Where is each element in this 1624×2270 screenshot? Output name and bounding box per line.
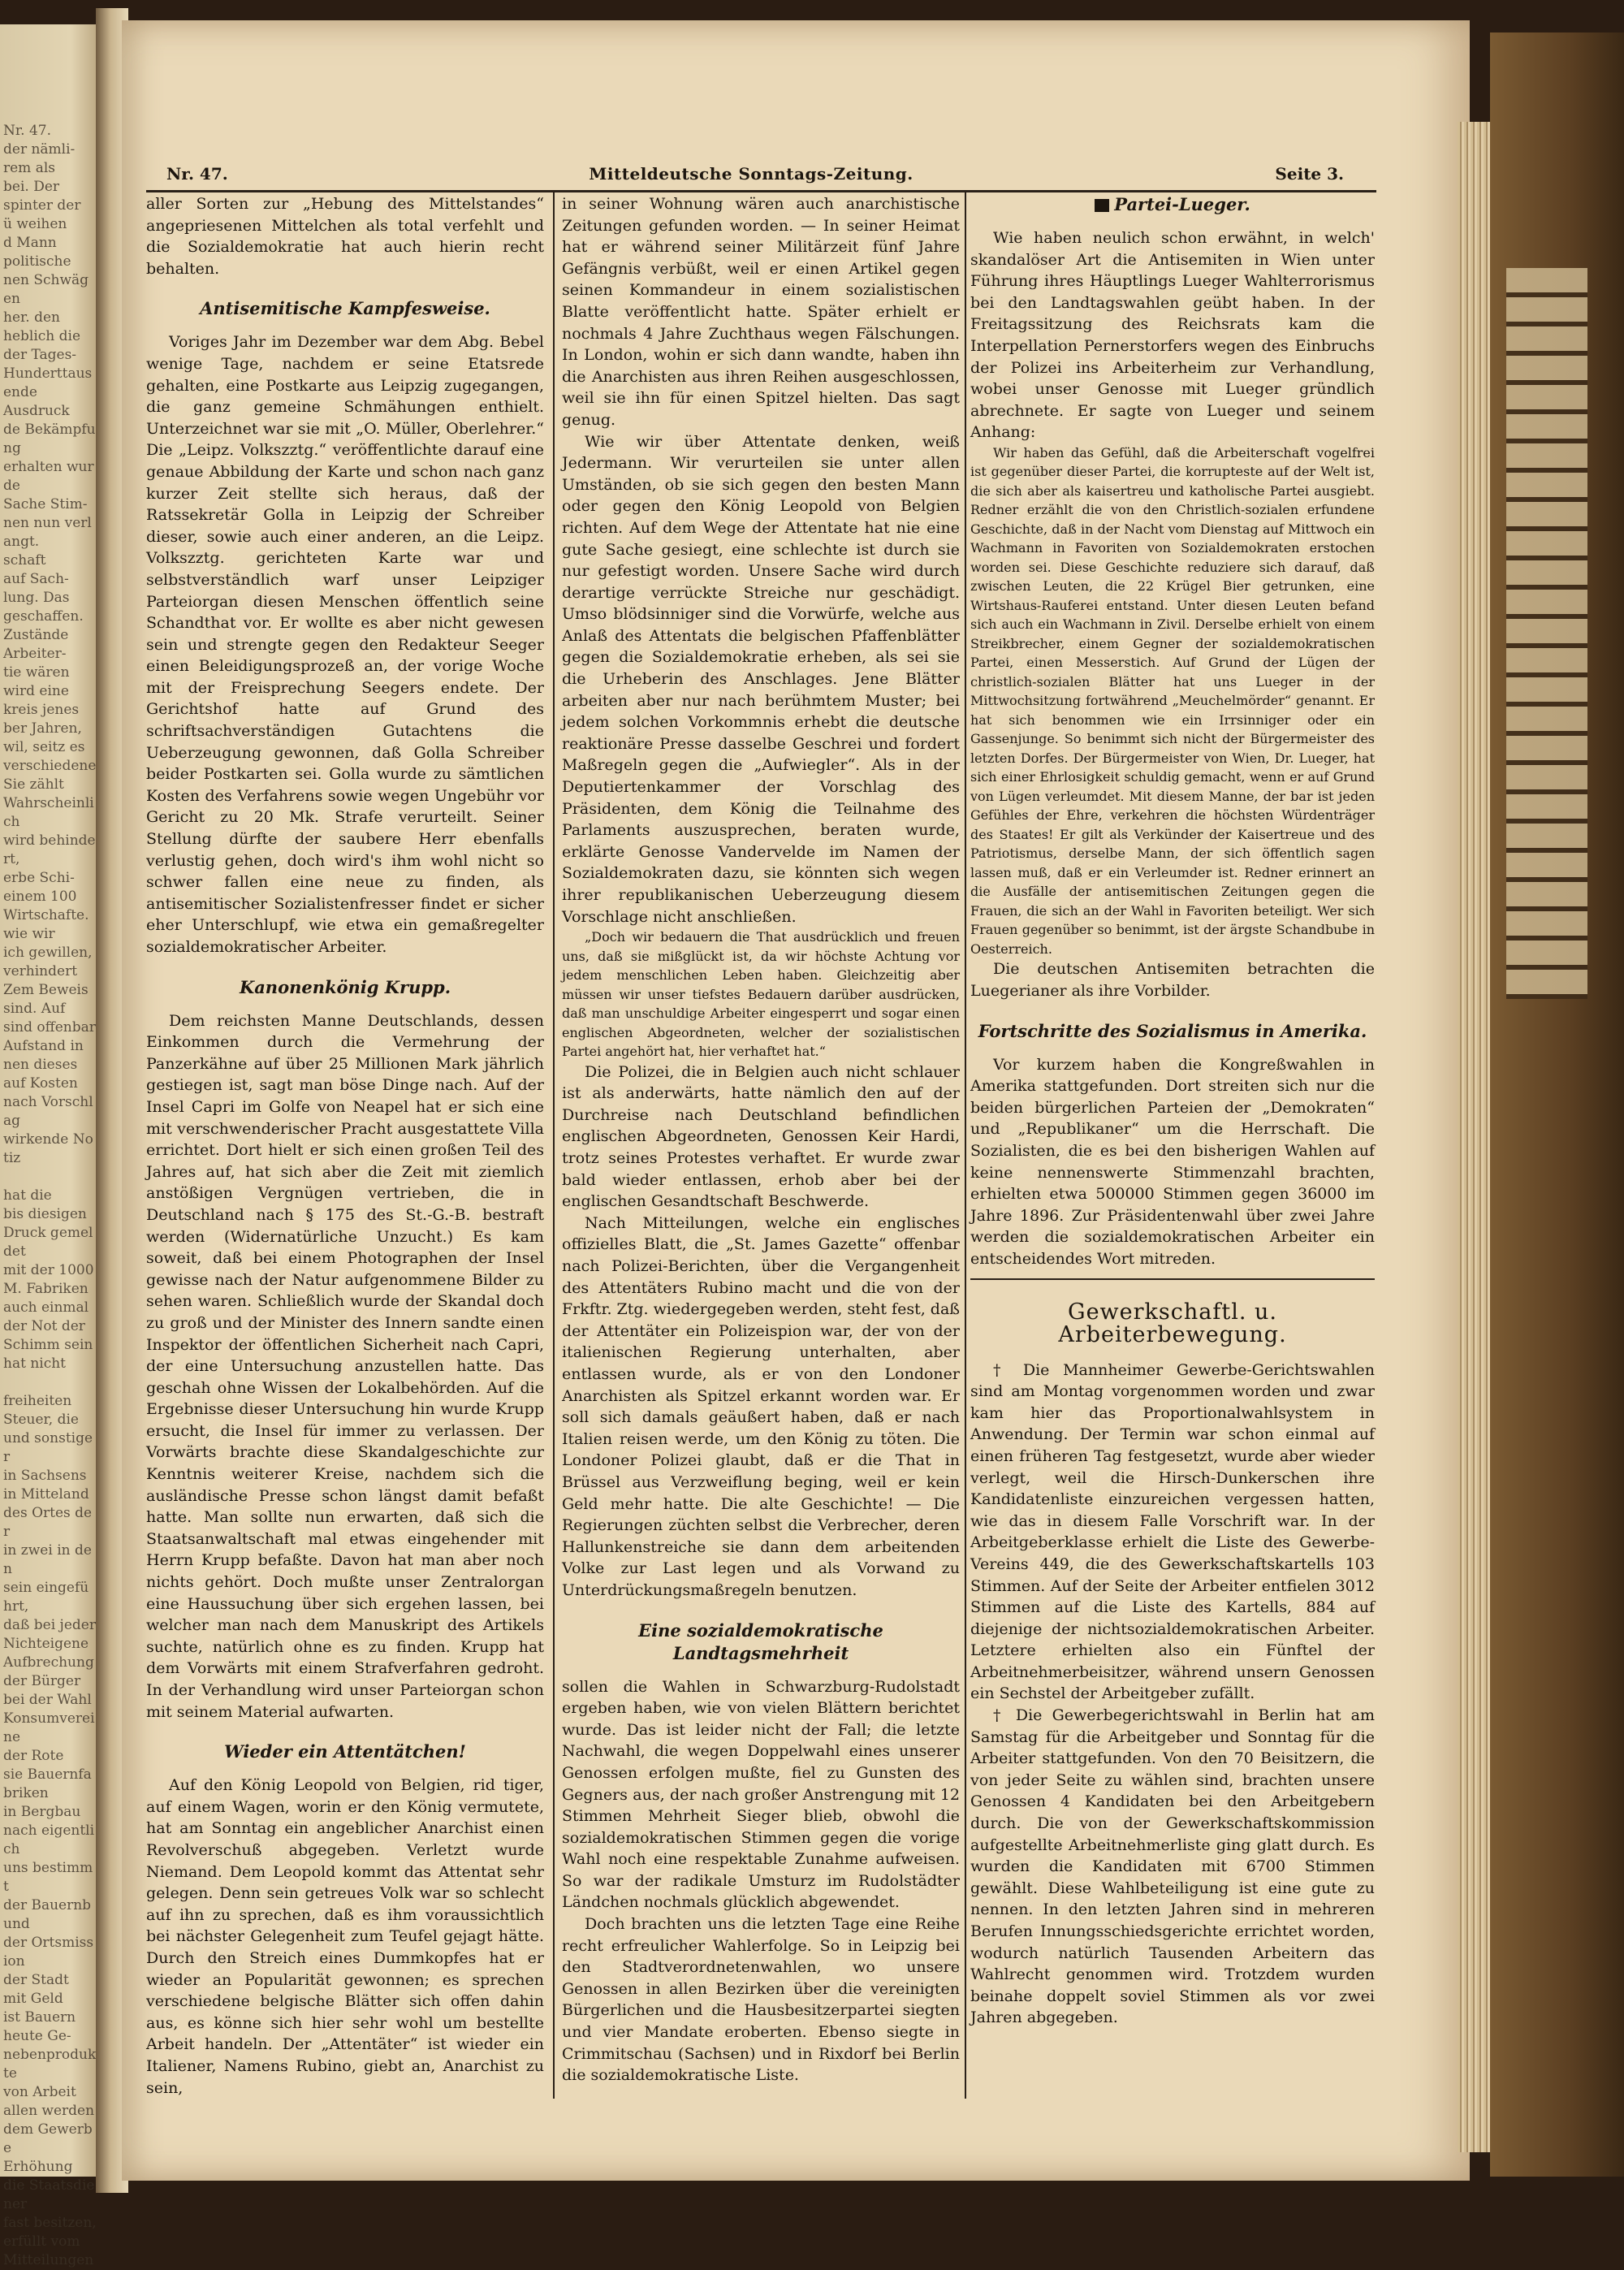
article-paragraph: Wie wir über Attentate denken, weiß Jedermann. Wir verurteilen sie unter allen Umständen, ob sie sich gegen den besten Mann oder gegen den König Leopold von Belgien richten. Auf dem Wege der Attentate hat nie eine gute Sache gesiegt, eine schlechte ist durch sie nur gefestigt worden. Unsere Sache wird durch derartige verrückte Streiche nur geschädigt. Umso blödsinniger sind die Vorwürfe, welche aus Anlaß des Attentats die belgischen Pfaffenblätter gegen die Sozialdemokratie erheben, als sei sie die Urheberin des Anschlages. Jene Blätter arbeiten aber nur nach berühmtem Muster; bei jedem solchen Vorkommnis erhebt die deutsche reaktionäre Presse dasselbe Geschrei und fordert Maßregeln gegen die „Aufwiegler“. Als in der Deputiertenkammer der Vorschlag des Präsidenten, dem König die Teilnahme des Parlaments auszusprechen, beraten wurde, erklärte Genosse Vandervelde im Namen der Sozialdemokraten dazu, sie könnten sich wegen ihrer republikanischen Ueberzeugung diesem Vorschlage nicht anschließen. <box>562 432 960 926</box>
article-continuation: aller Sorten zur „Hebung des Mittelstandes“ angepriesenen Mittelchen als total verfehlt und die Sozialdemokratie hat auch hierin recht behalten. <box>146 195 544 278</box>
section-rule <box>970 1278 1375 1280</box>
facing-page <box>0 24 102 2268</box>
article-headline: Fortschritte des Sozialismus in Amerika. <box>978 1020 1367 1041</box>
article-paragraph: sollen die Wahlen in Schwarzburg-Rudolstadt ergeben haben, wie von vielen Blättern berichtet wurde. Das ist leider nicht der Fall; die letzte Nachwahl, die wegen Doppelwahl eines unserer Genossen erfolgen mußte, fiel zu Gunsten des Gegners aus, der nach großer Anstrengung mit 12 Stimmen Mehrheit Sieger blieb, obwohl die sozialdemokratischen Stimmen gegen die vorige Wahl noch eine respektable Zunahme aufweisen. So war der radikale Umsturz im Rudolstädter Ländchen nochmals glücklich abgewendet. <box>562 1677 960 1912</box>
column-1 <box>146 193 544 2099</box>
article-paragraph: † Die Mannheimer Gewerbe-Gerichtswahlen sind am Montag vorgenommen worden und zwar kam hier das Proportionalwahlsystem in Anwendung. Der Termin war schon einmal auf einen früheren Tag festgesetzt, wurde aber wieder verlegt, weil die Hirsch-Dunkerschen ihre Kandidatenliste einzureichen vergessen hatten, wie das in diesem Falle Vorschrift war. In der Arbeitgeberklasse erhielt die Liste des Gewerbe-Vereins 449, die des Gewerkschaftskartells 103 Stimmen. Auf der Seite der Arbeiter entfielen 3012 Stimmen auf die Liste des Kartells, 884 auf diejenige der nichtsozialdemokratischen Arbeiter. Letztere erhielten also ein Fünftel der Arbeitnehmerbeisitzer, während unsern Genossen ein Sechstel der Arbeitgeber zufällt. <box>970 1360 1375 1703</box>
header-rule <box>146 190 1376 192</box>
article-paragraph: Wie haben neulich schon erwähnt, in welch' skandalöser Art die Antisemiten in Wien unter Führung ihres Häuptlings Lueger Wahlterrorismus bei den Landtagswahlen geübt haben. In der Freitagssitzung des Reichsrats kam die Interpellation Pernerstorfers wegen des Einbruchs der Polizei ins Arbeiterheim zur Verhandlung, wobei unser Genosse mit Lueger gründlich abrechnete. Er sagte von Lueger und seinem Anhang: <box>970 229 1375 442</box>
facing-page-text: Nr. 47. der nämli- rem als bei. Der spinter der ü weihen d Mann politische nen Schwägen her. den heblich die der Tages- Hunderttausende Ausdruck de Bekämpfung erhalten wurde Sache Stim- nen nun verlangt. schaft auf Sach- lung. Das geschaffen. Zustände Arbeiter- tie wären wird eine kreis jenes ber Jahren, wil, seitz es verschiedene Sie zählt Wahrscheinlich wird behindert, erbe Schi- einem 100 Wirtschafte. wie wir ich gewillen, verhindert Zem Beweis sind. Auf sind offenbar Aufstand in nen dieses auf Kosten nach Vorschlag wirkende Notiz hat die bis diesigen Druck gemeldet mit der 1000 M. Fabriken auch einmal der Not der Schimm sein hat nicht freiheiten Steuer, die und sonstiger in Sachsens in Mitteland des Ortes der in zwei in den sein eingeführt, daß bei jeder Nichteigene Aufbrechung der Bürger bei der Wahl Konsumvereine der Rote sie Bauernfabriken in Bergbau nach eigentlich uns bestimmt der Bauernbund der Ortsmission der Stadt mit Geld ist Bauern heute Ge- nebenprodukte von Arbeit allen werden dem Gewerbe Erhöhung die Staatsdiener fast besitzen, erfüllt vom Mitteilungen <box>3 123 97 2268</box>
article-continuation: in seiner Wohnung wären auch anarchistische Zeitungen gefunden worden. — In seiner Heimat hat er während seiner Militärzeit fünf Jahre Gefängnis verbüßt, weil er einen Artikel gegen seinen Kommandeur in einem sozialistischen Blatte veröffentlicht hatte. Später erhielt er nochmals 4 Jahre Zuchthaus wegen Fälschungen. In London, wohin er sich dann wandte, haben ihn die Anarchisten aus ihren Reihen ausgeschlossen, weil sie ihn für einen Spitzel hielten. Das sagt genug. <box>562 195 960 429</box>
column-divider <box>553 192 555 2099</box>
article-paragraph: Die deutschen Antisemiten betrachten die Luegerianer als ihre Vorbilder. <box>970 960 1375 1001</box>
article-headline: Kanonenkönig Krupp. <box>239 976 451 997</box>
column-2 <box>562 193 960 2086</box>
article-paragraph: Vor kurzem haben die Kongreßwahlen in Amerika stattgefunden. Dort streiten sich nur die beiden bürgerlichen Parteien der „Demokraten“ und „Republikaner“ um die Herrschaft. Die Sozialisten, die es bei den bisherigen Wahlen auf keine nennenswerte Stimmenzahl brachten, erhielten etwa 500000 Stimmen gegen 36000 im Jahre 1896. Zur Präsidentenwahl über zwei Jahre werden die sozialdemokratischen Arbeiter ein entscheidendes Wort mitreden. <box>970 1055 1375 1268</box>
article-headline <box>970 193 1375 216</box>
section-heading: Gewerkschaftl. u. Arbeiterbewegung. <box>1058 1299 1287 1347</box>
page-header <box>166 161 1344 190</box>
article-quote: Wir haben das Gefühl, daß die Arbeiterschaft vogelfrei ist gegenüber dieser Partei, die korrupteste auf der Welt ist, die sich aber als kaisertreu und katholische Partei ausgiebt. Redner erzählt die von den Christlich-sozialen erfundene Geschichte, daß in der Nacht vom Dienstag auf Mittwoch ein Wachmann in Favoriten von Sozialdemokraten erstochen worden sei. Diese Geschichte reduziere sich darauf, daß zwischen Leuten, die 22 Krügel Bier getrunken, eine Wirtshaus-Rauferei entstand. Unter diesen Leuten befand sich auch ein Wachmann in Zivil. Derselbe erhielt von einem Streikbrecher, einem Gegner der sozialdemokratischen Partei, einen Messerstich. Auf Grund der Lügen der christlich-sozialen Blätter hat uns Lueger in der Mittwochsitzung fortwährend „Meuchelmörder“ genannt. Er hat sich benommen wie ein Irrsinniger oder ein Gassenjunge. So benimmt sich nicht der Bürgermeister des letzten Dorfes. Der Bürgermeister von Wien, Dr. Lueger, hat sich einer Ehrlosigkeit schuldig gemacht, wenn er auf Grund von Lügen verleumdet. Mit diesem Manne, der bar ist jeden Gefühles der Ehre, verkehren die höchsten Würdenträger des Staates! Er gilt als Verkünder der Kaisertreue und des Patriotismus, derselbe Mann, der sich öffentlich sagen lassen muß, daß er ein Verleumder ist. Redner erinnert an die Ausfälle der antisemitischen Zeitungen gegen die Frauen, die sich an der Wahl in Favoriten beteiligt. Wer sich Frauen gegenüber so benimmt, ist der ärgste Schandbube in Oesterreich. <box>970 444 1375 957</box>
article-headline: Eine sozialdemokratische Landtagsmehrheit <box>638 1619 883 1663</box>
column-3 <box>970 193 1375 2029</box>
article-headline-text: Partei-Lueger. <box>1114 194 1250 214</box>
article-paragraph: † Die Gewerbegerichtswahl in Berlin hat am Samstag für die Arbeitgeber und Sonntag für die Arbeiter stattgefunden. Von den 70 Beisitzern, die von jeder Seite zu wählen sind, brachten unsere Genossen 4 Kandidaten bei den Arbeitgebern durch. Die von der Gewerkschaftskommission aufgestellte Arbeitnehmerliste ging glatt durch. Es wurden die Kandidaten mit 6700 Stimmen gewählt. Diese Wahlbeteiligung ist eine gute zu nennen. In den letzten Jahren sind in mehreren Berufen Innungsschiedsgerichte errichtet worden, wodurch natürlich Tausenden Arbeitern das Wahlrecht genommen wird. Trotzdem wurden beinahe doppelt soviel Stimmen als vor zwei Jahren abgegeben. <box>970 1706 1375 2027</box>
article-paragraph: Voriges Jahr im Dezember war dem Abg. Bebel wenige Tage, nachdem er seine Etatsrede gehalten, eine Postkarte aus Leipzig zugegangen, die ganz gemeine Schmähungen enthielt. Unterzeichnet war sie mit „O. Müller, Oberlehrer.“ Die „Leipz. Volkszztg.“ veröffentlichte darauf eine genaue Abbildung der Karte und schon nach ganz kurzer Zeit stellte sich heraus, daß der Ratssekretär Golla in Leipzig der Schreiber dieser, sowie auch einer anderen, an die Leipz. Volkszztg. gerichteten Karte war und selbstverständlich warf unser Leipziger Parteiorgan diesen Menschen öffentlich seine Schandthat vor. Er wollte es aber nicht gewesen sein und strengte gegen den Redakteur Seeger einen Beleidigungsprozeß an, der vorige Woche mit der Freisprechung Seegers endete. Der Gerichtshof hatte auf Grund des schriftsachverständigen Gutachtens die Ueberzeugung gewonnen, daß Golla Schreiber beider Postkarten sei. Golla wurde zu sämtlichen Kosten des Verfahrens sowie wegen Ungebühr vor Gericht zu 20 Mk. Strafe verurteilt. Seiner Stellung dürfte der saubere Herr ebenfalls verlustig gehen, doch wird's ihm wohl nicht so schwer fallen eine neue zu finden, als antisemitischer Sozialistenfresser findet er sicher eher Unterschlupf, wie etwa ein gemaßregelter sozialdemokratischer Arbeiter. <box>146 333 544 956</box>
article-quote: „Doch wir bedauern die That ausdrücklich und freuen uns, daß sie mißglückt ist, da wir höchste Achtung vor jedem menschlichen Leben haben. Gleichzeitig aber müssen wir unser tiefstes Bedauern darüber ausdrücken, daß man unschuldige Arbeiter eingesperrt und sogar einen englischen Abgeordneten, welcher der sozialistischen Partei angehört hat, hier verhaftet hat.“ <box>562 929 960 1060</box>
page-number: Seite 3. <box>1275 164 1344 184</box>
article-paragraph: Doch brachten uns die letzten Tage eine Reihe recht erfreulicher Wahlerfolge. So in Leipzig bei den Stadtverordnetenwahlen, wo unsere Genossen in allen Bezirken über die vereinigten Bürgerlichen und die Hausbesitzerpartei siegten und vier Mandate eroberten. Ebenso siegte in Crimmitschau (Sachsen) und in Rixdorf bei Berlin die sozialdemokratische Liste. <box>562 1915 960 2085</box>
square-marker-icon <box>1095 199 1109 212</box>
article-headline: Antisemitische Kampfesweise. <box>200 298 490 319</box>
column-divider <box>965 192 966 2099</box>
newspaper-title: Mitteldeutsche Sonntags-Zeitung. <box>589 164 914 184</box>
issue-number: Nr. 47. <box>166 164 228 184</box>
cover-edge-pattern <box>1506 268 1587 999</box>
article-paragraph: Auf den König Leopold von Belgien, rid tiger, auf einem Wagen, worin er den König vermutete, hat am Sonntag ein angeblicher Anarchist einen Revolverschuß abgegeben. Verletzt wurde Niemand. Dem Leopold kommt das Attentat sehr gelegen. Denn sein getreues Volk war so schlecht auf ihn zu sprechen, daß es ihm voraussichtlich bei nächster Gelegenheit zum Teufel gejagt hätte. Durch den Streich eines Dummkopfes hat er wieder an Popularität gewonnen; es sprechen verschiedene belgische Blätter sich offen dahin aus, es könne sich hier sehr wohl um bestellte Arbeit handeln. Der „Attentäter“ ist wieder ein Italiener, Namens Rubino, giebt an, Anarchist zu sein, <box>146 1776 544 2097</box>
article-paragraph: Dem reichsten Manne Deutschlands, dessen Einkommen durch die Vermehrung der Panzerkähne auf über 25 Millionen Mark jährlich gestiegen ist, sagt man böse Dinge nach. Auf der Insel Capri im Golfe von Neapel hat er sich eine mit verschwenderischer Pracht ausgestattete Villa errichtet. Dort hielt er sich einen großen Teil des Jahres auf, hat sich aber die Zeit mit ziemlich anstößigen Vergnügen vertrieben, die in Deutschland nach § 175 des St.-G.-B. bestraft werden (Widernatürliche Unzucht.) Es kam soweit, daß bei einem Photographen der Insel gewisse nach der Natur aufgenommene Bilder zu sehen waren. Schließlich wurde der Skandal doch zu groß und der Minister des Innern sandte einen Inspektor der öffentlichen Sicherheit nach Capri, der eine Untersuchung anzustellen hatte. Das geschah ohne Wissen der Lokalbehörden. Auf die Ergebnisse dieser Untersuchung hin wurde Krupp ersucht, die Insel für immer zu verlassen. Der Vorwärts brachte diese Skandalgeschichte zur Kenntnis weiterer Kreise, nachdem sich die ausländische Presse schon längst damit befaßt hatte. Man sollte nun erwarten, daß sich die Staatsanwaltschaft mal etwas eingehender mit Herrn Krupp befaßte. Davon hat man aber noch nichts gehört. Doch mußte unser Zentralorgan eine Haussuchung über sich ergehen lassen, bei welcher man nach dem Manuskript des Artikels suchte, natürlich ohne es zu finden. Krupp hat dem Vorwärts mit einem Strafverfahren gedroht. In der Verhandlung wird unser Parteiorgan schon mit seinem Material aufwarten. <box>146 1011 544 1721</box>
article-paragraph: Die Polizei, die in Belgien auch nicht schlauer ist als anderwärts, hatte nämlich den auf der Durchreise nach Deutschland befindlichen englischen Abgeordneten, Genossen Keir Hardi, trotz seines Protestes verhaftet. Er wurde zwar bald wieder entlassen, erhob aber bei der englischen Gesandtschaft Beschwerde. <box>562 1062 960 1211</box>
article-paragraph: Nach Mitteilungen, welche ein englisches offizielles Blatt, die „St. James Gazette“ offenbar nach Polizei-Berichten, über die Vergangenheit des Attentäters Rubino macht und die von der Frkftr. Ztg. wiedergegeben werden, steht fest, daß der Attentäter ein Polizeispion war, der von der italienischen Regierung unterhalten, aber entlassen wurde, als er von den Londoner Anarchisten als Spitzel erkannt worden war. Er soll sich damals geäußert haben, daß er nach Italien reisen werde, um den König zu töten. Die Londoner Polizei glaubt, daß er die That in Brüssel aus Verzweiflung beging, weil er kein Geld mehr hatte. Die alte Geschichte! — Die Regierungen züchten selbst die Verbrecher, deren Hallunkenstreiche sie dann dem arbeitenden Volke zur Last legen und als Vorwand zu Unterdrückungsmaßregeln benutzen. <box>562 1213 960 1599</box>
article-headline: Wieder ein Attentätchen! <box>224 1741 466 1762</box>
